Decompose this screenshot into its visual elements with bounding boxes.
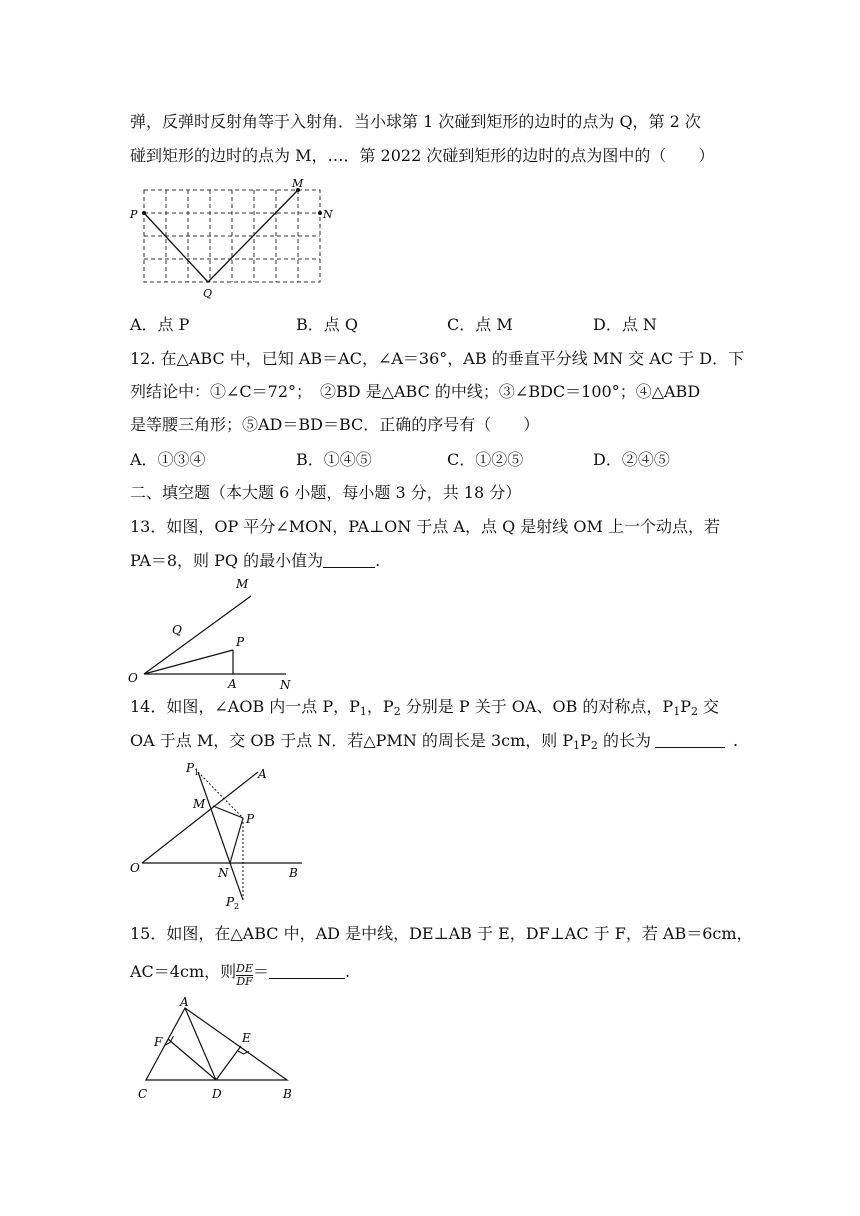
label-n: N (218, 866, 229, 880)
label-m: M (236, 577, 249, 591)
q14-line-1-text-c: 分别是 P 关于 OA、OB 的对称点，P (400, 697, 674, 716)
q14-line-2-text-b: P (580, 731, 591, 750)
q13-angle-figure (126, 576, 306, 692)
q13-answer-blank[interactable] (323, 553, 375, 568)
q13-line-2-text: PA＝8，则 PQ 的最小值为 (130, 551, 324, 570)
label-a: A (228, 677, 237, 691)
q15-line-2 (130, 962, 350, 988)
q11-line-2: 碰到矩形的边时的点为 M，…．第 2022 次碰到矩形的边时的点为图中的（ ） (130, 146, 715, 165)
label-p1-sub: 1 (194, 768, 200, 777)
q15-line-1: 15．如图，在△ABC 中，AD 是中线，DE⊥AB 于 E，DF⊥AC 于 F，若 AB＝6cm， (130, 924, 753, 943)
label-p2: P (226, 895, 235, 909)
q12-option-b: B．①④⑤ (296, 450, 372, 469)
q12-option-a: A．①③④ (130, 450, 206, 469)
label-c: C (138, 1087, 148, 1101)
label-p: P (130, 208, 138, 221)
label-a: A (258, 767, 267, 781)
fraction-numerator: DE (236, 962, 253, 975)
fraction-denominator: DF (236, 975, 253, 988)
label-m: M (193, 797, 206, 811)
q13-line-2 (130, 551, 380, 571)
label-p1: P (186, 761, 195, 775)
sub-2: 2 (393, 705, 401, 718)
q11-option-d: D．点 N (593, 315, 657, 334)
q15-fraction (236, 963, 253, 988)
q11-option-c: C．点 M (447, 315, 513, 334)
sub-1: 1 (359, 705, 367, 718)
q12-option-c: C．①②⑤ (447, 450, 524, 469)
q11-grid-figure (128, 176, 338, 302)
sub-2: 2 (590, 739, 598, 752)
q14-line-1 (130, 697, 719, 717)
q11-line-1: 弹，反弹时反射角等于入射角．当小球第 1 次碰到矩形的边时的点为 Q，第 2 次 (130, 112, 701, 131)
q15-line-2-end: . (345, 962, 351, 981)
label-p: P (236, 635, 245, 649)
q14-line-2-end: . (733, 731, 739, 750)
q14-symmetry-figure (126, 760, 310, 910)
label-n: N (280, 678, 291, 692)
label-f: F (154, 1035, 163, 1049)
q12-line-1: 12. 在△ABC 中，已知 AB＝AC，∠A＝36°，AB 的垂直平分线 MN 交 AC 于 D．下 (130, 349, 745, 368)
label-e: E (242, 1031, 251, 1045)
q11-option-b: B．点 Q (296, 315, 358, 334)
q12-option-d: D．②④⑤ (593, 450, 670, 469)
label-o: O (130, 861, 140, 875)
label-b: B (289, 866, 298, 880)
q12-line-3: 是等腰三角形；⑤AD＝BD＝BC．正确的序号有（ ） (130, 415, 540, 434)
sub-2: 2 (690, 705, 698, 718)
q14-line-1-text-b: ，P (366, 697, 394, 716)
q13-line-2-end: . (375, 551, 381, 570)
q14-line-2 (130, 731, 738, 751)
q13-line-1: 13．如图，OP 平分∠MON，PA⊥ON 于点 A，点 Q 是射线 OM 上一个动点，若 (130, 517, 720, 536)
q12-line-2: 列结论中：①∠C＝72°； ②BD 是△ABC 的中线；③∠BDC＝100°；④△ABD (130, 382, 701, 401)
q15-triangle-figure (128, 996, 304, 1106)
label-o: O (128, 671, 138, 685)
label-q: Q (203, 287, 213, 300)
q14-answer-blank[interactable] (655, 733, 725, 748)
label-d: D (212, 1087, 222, 1101)
q11-option-a: A．点 P (130, 315, 190, 334)
label-q: Q (172, 623, 182, 637)
q14-line-1-text-d: P (680, 697, 691, 716)
q15-line-2-text-a: AC＝4cm，则 (130, 962, 237, 981)
q14-line-1-text-e: 交 (697, 697, 720, 716)
q15-line-2-equals: ＝ (252, 962, 269, 981)
sub-1: 1 (673, 705, 681, 718)
label-p2-sub: 2 (234, 902, 240, 910)
section-2-heading: 二、填空题（本大题 6 小题，每小题 3 分，共 18 分） (130, 483, 522, 502)
q14-line-1-text-a: 14．如图，∠AOB 内一点 P，P (130, 697, 360, 716)
q14-line-2-text-c: 的长为 (597, 731, 652, 750)
label-b: B (283, 1087, 292, 1101)
label-p: P (246, 812, 255, 826)
q15-answer-blank[interactable] (269, 964, 345, 979)
label-n: N (323, 208, 333, 221)
label-a: A (180, 996, 189, 1009)
q14-line-2-text-a: OA 于点 M，交 OB 于点 N．若△PMN 的周长是 3cm，则 P (130, 731, 574, 750)
label-m: M (292, 177, 304, 190)
sub-1: 1 (573, 739, 581, 752)
